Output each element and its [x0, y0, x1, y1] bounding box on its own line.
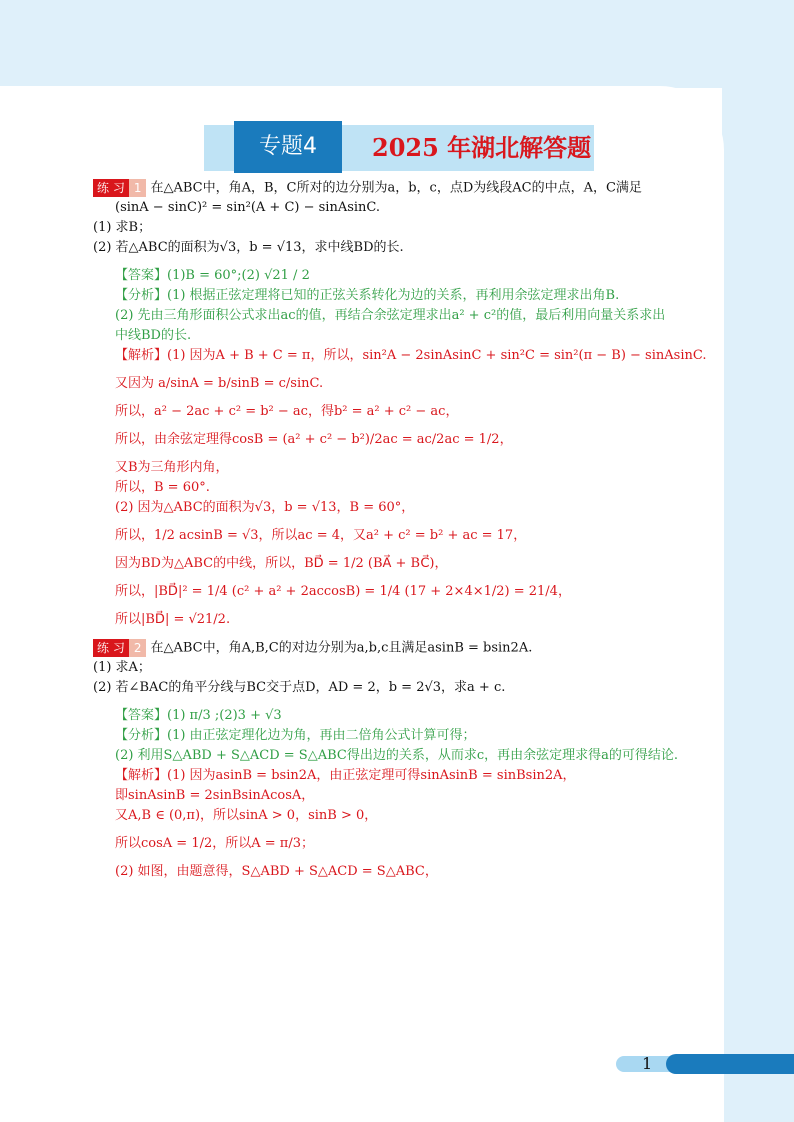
exercise-1-answer: 【答案】(1)B = 60°;(2) √21 / 2 — [115, 268, 310, 283]
page-number: 1 — [642, 1054, 653, 1073]
exercise-2-solution-3: 又A,B ∈ (0,π)，所以sinA > 0，sinB > 0， — [115, 808, 378, 823]
exercise-1-analysis-3: 中线BD的长. — [115, 328, 192, 343]
topic-tag: 专题4 — [234, 121, 342, 173]
exercise-badge-number: 2 — [129, 639, 147, 657]
question-text: 在△ABC中，角A,B,C的对边分别为a,b,c且满足asinB = bsin2A. — [150, 640, 533, 656]
exercise-1-solution-5: 又B为三角形内角， — [115, 460, 229, 475]
page-title — [204, 121, 594, 173]
exercise-1-solution-7: (2) 因为△ABC的面积为√3，b = √13，B = 60°， — [115, 500, 415, 515]
exercise-2-solution-4: 所以cosA = 1/2，所以A = π/3； — [115, 836, 314, 851]
exercise-1-solution-9: 因为BD为△ABC的中线，所以，BD⃗ = 1/2 (BA⃗ + BC⃗)， — [115, 556, 448, 571]
exercise-1-part-1: (1) 求B； — [93, 220, 152, 235]
exercise-2-analysis-2: (2) 利用S△ABD + S△ACD = S△ABC得出边的关系，从而求c，再由余弦定理求得a的可得结论. — [115, 748, 678, 763]
page-accent-bar — [666, 1054, 794, 1074]
top-band — [0, 0, 794, 88]
exercise-1-solution-10: 所以，|BD⃗|² = 1/4 (c² + a² + 2accosB) = 1/4 (17 + 2×4×1/2) = 21/4， — [115, 584, 571, 599]
content — [93, 178, 711, 882]
exercise-1-analysis-1: 【分析】(1) 根据正弦定理将已知的正弦关系转化为边的关系，再利用余弦定理求出角B. — [115, 288, 620, 303]
exercise-2-analysis-1: 【分析】(1) 由正弦定理化边为角，再由二倍角公式计算可得； — [115, 728, 476, 743]
exercise-2-part-1: (1) 求A； — [93, 660, 151, 675]
exercise-2-solution-1: 【解析】(1) 因为asinB = bsin2A，由正弦定理可得sinAsinB = sinBsin2A， — [115, 768, 576, 783]
exercise-badge-number: 1 — [129, 179, 147, 197]
title-text: 2025 年湖北解答题 — [372, 133, 592, 162]
exercise-1-solution-6: 所以，B = 60°. — [115, 480, 210, 495]
exercise-1-analysis-2: (2) 先由三角形面积公式求出ac的值，再结合余弦定理求出a² + c²的值，最后利用向量关系求出 — [115, 308, 666, 323]
exercise-2-part-2: (2) 若∠BAC的角平分线与BC交于点D，AD = 2，b = 2√3，求a + c. — [93, 680, 506, 695]
exercise-1-solution-2: 又因为 a/sinA = b/sinB = c/sinC. — [115, 376, 324, 391]
exercise-badge-label: 练 习 — [93, 179, 129, 197]
exercise-badge — [93, 178, 146, 198]
right-band — [722, 0, 794, 1122]
exercise-1-part-2: (2) 若△ABC的面积为√3，b = √13，求中线BD的长. — [93, 240, 404, 255]
exercise-2-answer: 【答案】(1) π/3 ;(2)3 + √3 — [115, 708, 282, 723]
exercise-1-solution-3: 所以，a² − 2ac + c² = b² − ac，得b² = a² + c² − ac， — [115, 404, 459, 419]
exercise-badge-label: 练 习 — [93, 639, 129, 657]
exercise-1-solution-1: 【解析】(1) 因为A + B + C = π，所以，sin²A − 2sinAsinC + sin²C = sin²(π − B) − sinAsinC. — [115, 348, 707, 363]
exercise-badge — [93, 638, 146, 658]
exercise-2-question-line-1 — [93, 638, 711, 658]
exercise-1-question-line-1 — [93, 178, 711, 198]
exercise-1-solution-4: 所以，由余弦定理得cosB = (a² + c² − b²)/2ac = ac/2ac = 1/2， — [115, 432, 513, 447]
page-number-bar — [616, 1053, 794, 1075]
question-text: 在△ABC中，角A，B，C所对的边分别为a，b，c，点D为线段AC的中点，A，C满足 — [150, 180, 642, 196]
exercise-1-solution-8: 所以，1/2 acsinB = √3，所以ac = 4，又a² + c² = b² + ac = 17， — [115, 528, 527, 543]
exercise-1-solution-11: 所以|BD⃗| = √21/2. — [115, 612, 231, 627]
exercise-2-solution-5: (2) 如图，由题意得，S△ABD + S△ACD = S△ABC， — [115, 864, 438, 879]
exercise-2-solution-2: 即sinAsinB = 2sinBsinAcosA， — [115, 788, 315, 803]
exercise-1-question-line-2: (sinA − sinC)² = sin²(A + C) − sinAsinC. — [115, 200, 381, 215]
